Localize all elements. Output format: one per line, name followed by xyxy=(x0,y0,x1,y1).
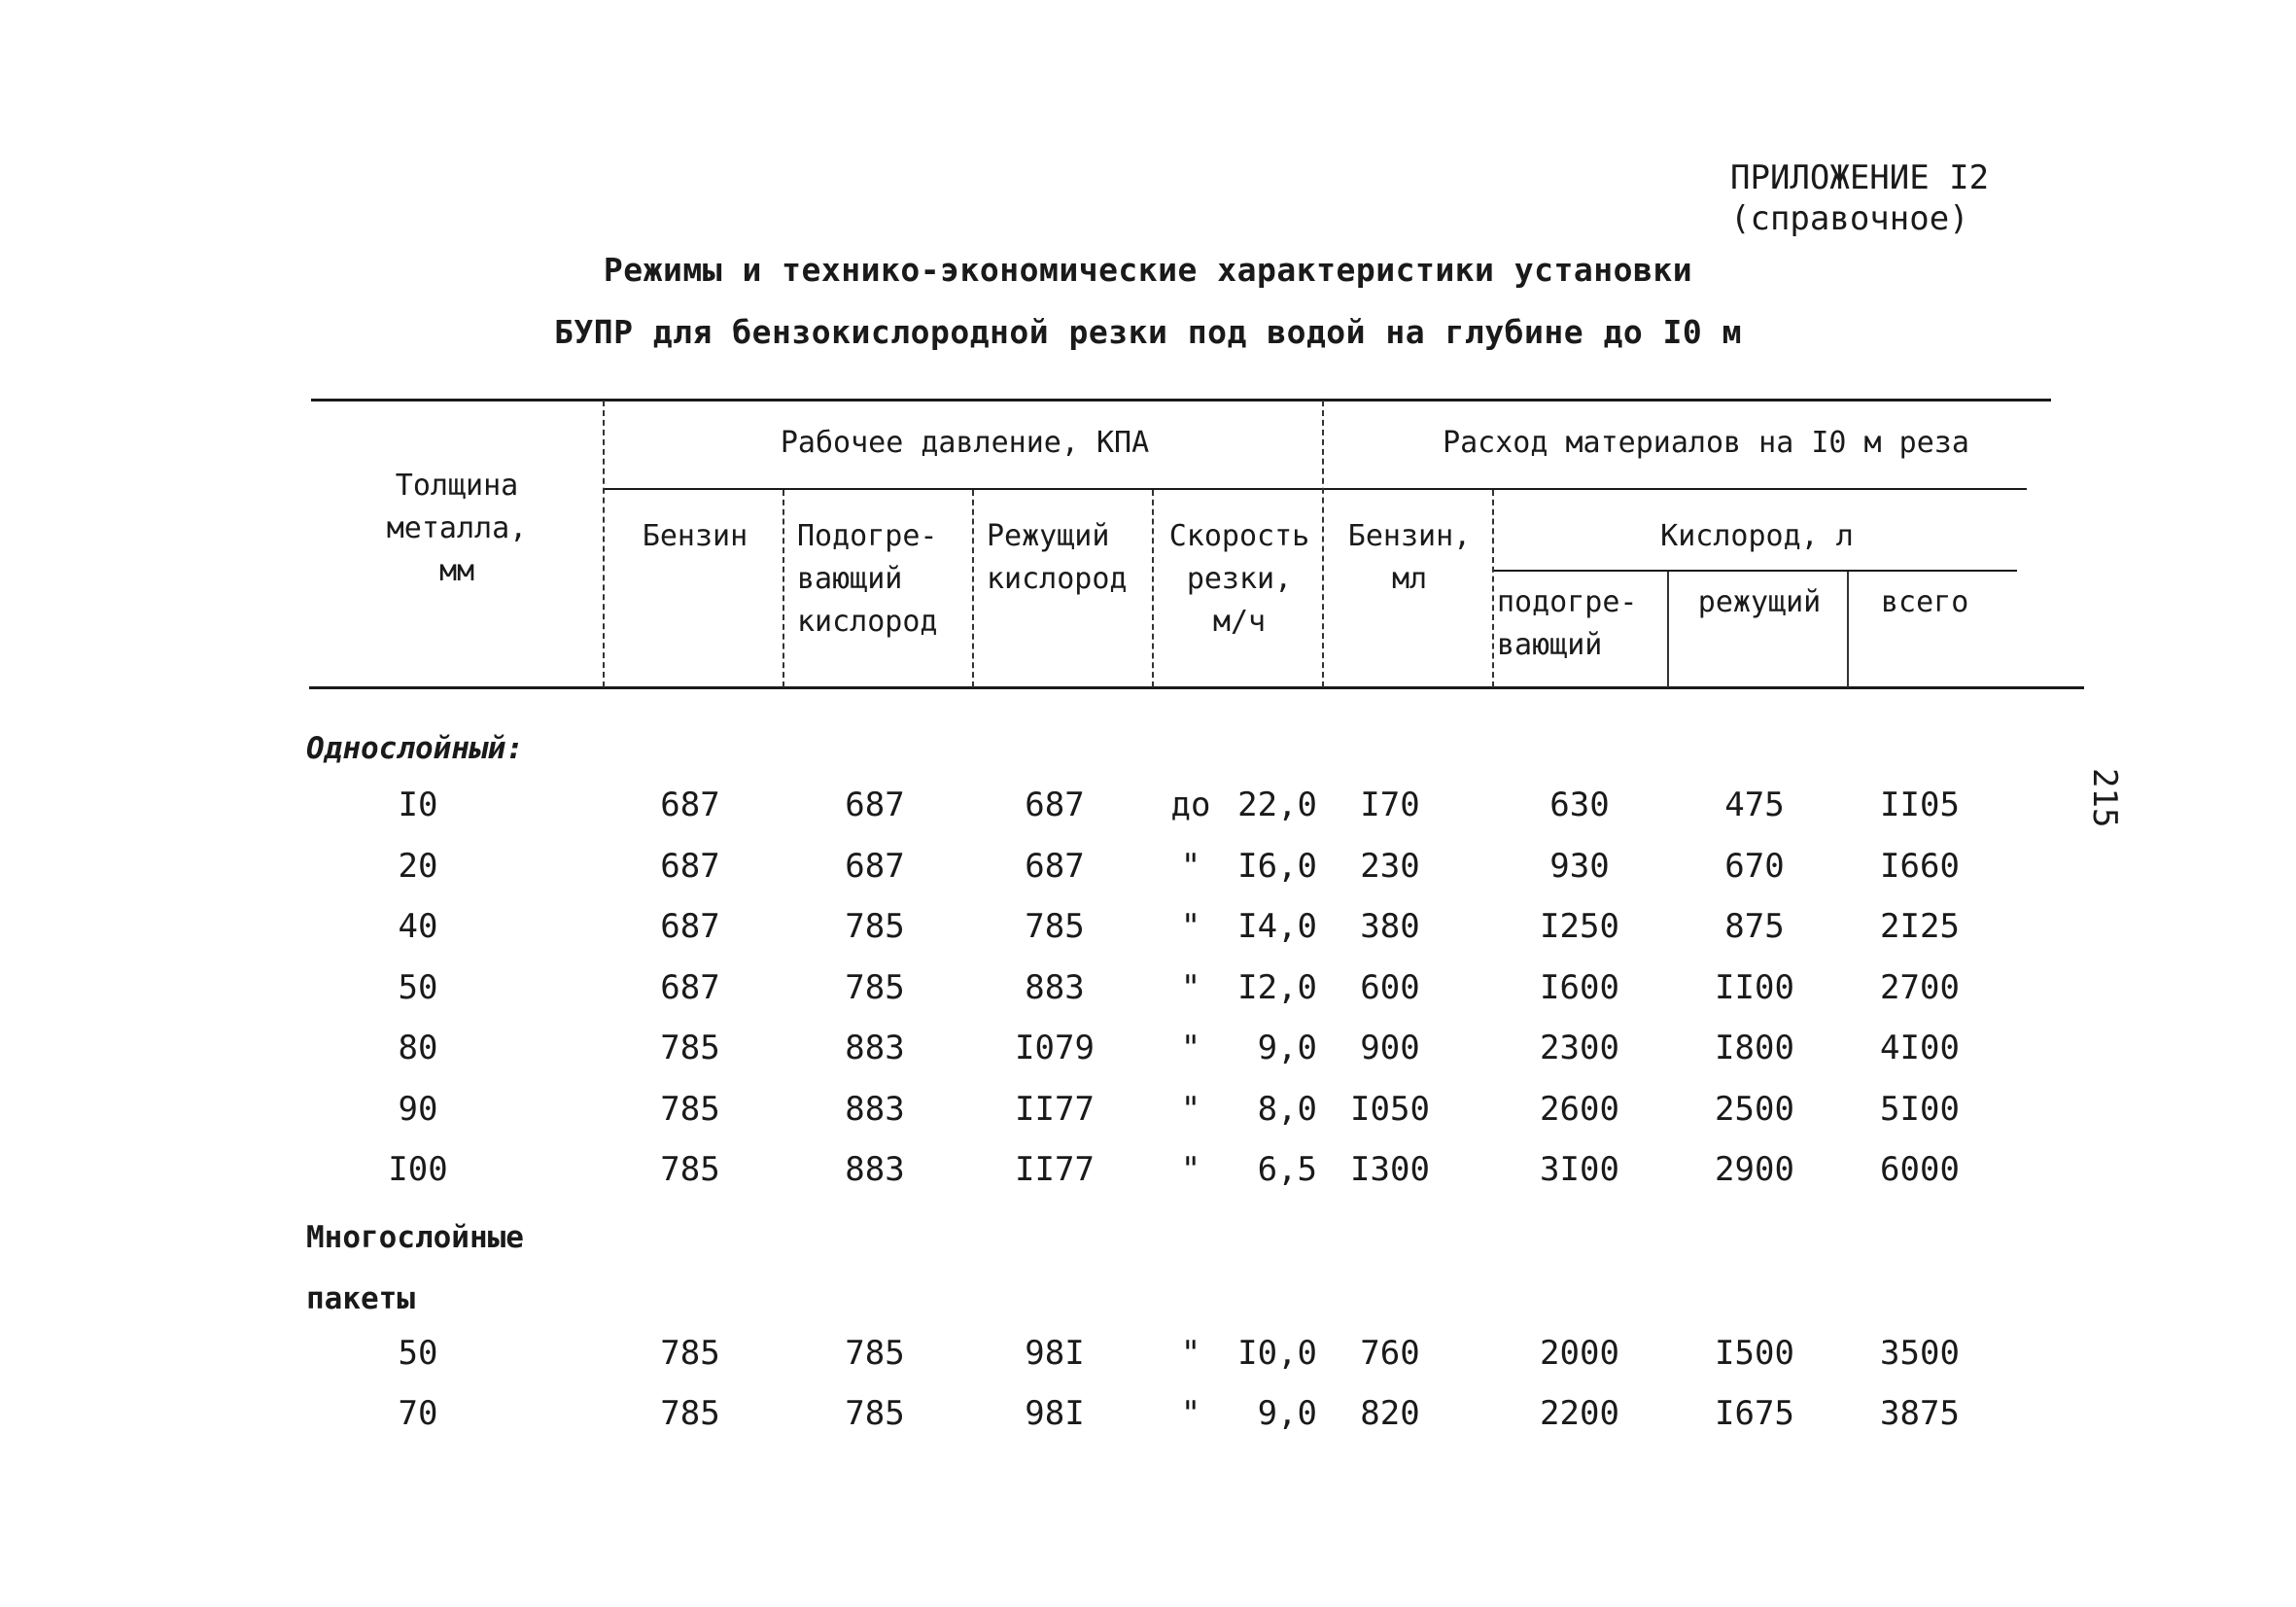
header-petrol-ml: Бензин, мл xyxy=(1347,519,1472,596)
cell-o-total: 3500 xyxy=(1880,1334,1960,1373)
cell-o-total: 4I00 xyxy=(1880,1029,1960,1067)
table-top-rule xyxy=(311,399,2051,402)
cell-speed-prefix: " xyxy=(1180,846,1201,886)
cell-o-cut: 475 xyxy=(1724,786,1785,824)
cell-c-petrol: I70 xyxy=(1360,786,1420,824)
table-row xyxy=(0,907,2296,965)
cell-speed: I2,0 xyxy=(1237,967,1317,1007)
cell-p-preheat: 883 xyxy=(845,1029,905,1067)
cell-o-preheat: 630 xyxy=(1549,786,1610,824)
cell-c-petrol: 380 xyxy=(1360,907,1420,946)
header-oxygen-total: всего xyxy=(1881,585,1969,619)
header-oxygen-preheat: подогре- вающий xyxy=(1497,585,1638,662)
cell-o-cut: 2900 xyxy=(1715,1150,1794,1189)
cell-o-cut: I800 xyxy=(1715,1029,1794,1067)
cell-p-petrol: 687 xyxy=(660,846,720,886)
cell-speed: I0,0 xyxy=(1237,1334,1317,1373)
cell-speed-prefix: " xyxy=(1180,1089,1201,1129)
cell-speed: 9,0 xyxy=(1257,1029,1317,1067)
cell-p-cut: 98I xyxy=(1025,1394,1085,1433)
cell-o-preheat: 2300 xyxy=(1540,1029,1619,1067)
cell-speed-prefix: " xyxy=(1180,1334,1201,1373)
cell-c-petrol: 900 xyxy=(1360,1029,1420,1067)
cell-t: 40 xyxy=(398,907,438,946)
header-rule-1 xyxy=(603,488,2027,490)
header-petrol: Бензин xyxy=(642,519,748,553)
cell-speed: 6,5 xyxy=(1257,1150,1317,1189)
header-working-pressure: Рабочее давление, КПА xyxy=(780,426,1150,460)
cell-p-petrol: 687 xyxy=(660,786,720,824)
cell-o-total: 3875 xyxy=(1880,1394,1960,1433)
table-row xyxy=(0,968,2296,1027)
document-title-line2: БУПР для бензокислородной резки под водой на глубине до I0 м xyxy=(553,313,1743,351)
appendix-title: ПРИЛОЖЕНИЕ I2 xyxy=(1730,158,1990,197)
section-label-single: Однослойный: xyxy=(306,731,524,766)
cell-p-preheat: 785 xyxy=(845,907,905,946)
cell-speed: 8,0 xyxy=(1257,1089,1317,1129)
document-title-line1: Режимы и технико-экономические характеристики установки xyxy=(603,251,1693,289)
appendix-note: (справочное) xyxy=(1730,199,1969,238)
cell-p-preheat: 785 xyxy=(845,1394,905,1433)
cell-p-preheat: 883 xyxy=(845,1150,905,1189)
cell-o-cut: 2500 xyxy=(1715,1089,1794,1129)
col-divider-petrol-ml xyxy=(1492,490,1494,687)
cell-o-cut: I675 xyxy=(1715,1394,1794,1433)
cell-p-preheat: 687 xyxy=(845,846,905,886)
cell-speed-prefix: " xyxy=(1180,967,1201,1007)
table-row xyxy=(0,847,2296,905)
cell-p-petrol: 785 xyxy=(660,1029,720,1067)
cell-p-cut: 687 xyxy=(1025,786,1085,824)
cell-o-cut: II00 xyxy=(1715,967,1794,1007)
cell-o-cut: 875 xyxy=(1724,907,1785,946)
cell-o-cut: I500 xyxy=(1715,1334,1794,1373)
cell-t: I00 xyxy=(388,1150,448,1189)
cell-p-petrol: 687 xyxy=(660,967,720,1007)
cell-o-total: II05 xyxy=(1880,786,1960,824)
cell-speed-prefix: " xyxy=(1180,1029,1201,1067)
cell-t: 50 xyxy=(398,967,438,1007)
cell-p-cut: I079 xyxy=(1015,1029,1095,1067)
section-label-multi-2: пакеты xyxy=(306,1281,415,1316)
cell-c-petrol: 230 xyxy=(1360,846,1420,886)
cell-p-cut: 883 xyxy=(1025,967,1085,1007)
cell-speed-prefix: " xyxy=(1180,1394,1201,1433)
cell-p-preheat: 687 xyxy=(845,786,905,824)
table-row xyxy=(0,1334,2296,1392)
section-label-multi: Многослойные xyxy=(306,1220,524,1255)
cell-speed: I6,0 xyxy=(1237,846,1317,886)
cell-o-preheat: 2200 xyxy=(1540,1394,1619,1433)
cell-o-preheat: 3I00 xyxy=(1540,1150,1619,1189)
header-cutting-speed: Скорость резки, м/ч xyxy=(1168,519,1310,639)
cell-t: 90 xyxy=(398,1089,438,1129)
col-divider-o-cut xyxy=(1847,572,1849,687)
cell-p-preheat: 785 xyxy=(845,967,905,1007)
table-row xyxy=(0,786,2296,844)
col-divider-petrol xyxy=(783,490,784,687)
header-consumption: Расход материалов на I0 м реза xyxy=(1443,426,1969,460)
cell-o-preheat: 2000 xyxy=(1540,1334,1619,1373)
cell-o-total: 6000 xyxy=(1880,1150,1960,1189)
cell-p-preheat: 785 xyxy=(845,1334,905,1373)
cell-p-cut: II77 xyxy=(1015,1089,1095,1129)
cell-t: I0 xyxy=(398,786,438,824)
cell-p-petrol: 785 xyxy=(660,1150,720,1189)
col-divider-preheat xyxy=(972,490,974,687)
col-divider-speed xyxy=(1322,401,1324,687)
table-header-bottom-rule xyxy=(309,686,2084,689)
cell-speed: 9,0 xyxy=(1257,1394,1317,1433)
cell-o-total: 5I00 xyxy=(1880,1089,1960,1129)
col-divider-thickness xyxy=(603,401,605,687)
cell-o-preheat: I250 xyxy=(1540,907,1619,946)
cell-c-petrol: I050 xyxy=(1350,1089,1430,1129)
cell-speed-prefix: до xyxy=(1170,786,1211,824)
cell-c-petrol: 760 xyxy=(1360,1334,1420,1373)
cell-o-total: 2I25 xyxy=(1880,907,1960,946)
cell-p-cut: 785 xyxy=(1025,907,1085,946)
cell-c-petrol: 820 xyxy=(1360,1394,1420,1433)
cell-speed-prefix: " xyxy=(1180,907,1201,946)
table-row xyxy=(0,1150,2296,1208)
header-preheat-oxygen: Подогре- вающий кислород xyxy=(797,519,938,639)
cell-t: 20 xyxy=(398,846,438,886)
cell-t: 50 xyxy=(398,1334,438,1373)
cell-p-petrol: 785 xyxy=(660,1089,720,1129)
cell-speed-prefix: " xyxy=(1180,1150,1201,1189)
col-divider-o-preheat xyxy=(1667,572,1669,687)
cell-speed: I4,0 xyxy=(1237,907,1317,946)
cell-o-preheat: 930 xyxy=(1549,846,1610,886)
cell-p-petrol: 687 xyxy=(660,907,720,946)
header-rule-2 xyxy=(1492,570,2017,572)
cell-p-cut: 98I xyxy=(1025,1334,1085,1373)
cell-o-total: I660 xyxy=(1880,846,1960,886)
table-row xyxy=(0,1394,2296,1452)
header-oxygen-cutting: режущий xyxy=(1697,585,1822,619)
cell-speed: 22,0 xyxy=(1237,786,1317,824)
table-row xyxy=(0,1029,2296,1087)
page-number: 215 xyxy=(2085,768,2124,828)
cell-o-total: 2700 xyxy=(1880,967,1960,1007)
header-oxygen-l: Кислород, л xyxy=(1660,519,1854,553)
header-thickness: Толщина металла, мм xyxy=(386,469,528,588)
header-cutting-oxygen: Режущий кислород xyxy=(987,519,1128,596)
cell-t: 80 xyxy=(398,1029,438,1067)
cell-o-preheat: 2600 xyxy=(1540,1089,1619,1129)
cell-p-petrol: 785 xyxy=(660,1394,720,1433)
table-row xyxy=(0,1090,2296,1148)
cell-c-petrol: I300 xyxy=(1350,1150,1430,1189)
cell-t: 70 xyxy=(398,1394,438,1433)
cell-p-preheat: 883 xyxy=(845,1089,905,1129)
appendix-label xyxy=(1730,157,1989,239)
cell-p-cut: II77 xyxy=(1015,1150,1095,1189)
cell-o-cut: 670 xyxy=(1724,846,1785,886)
cell-p-cut: 687 xyxy=(1025,846,1085,886)
col-divider-cutting xyxy=(1152,490,1154,687)
cell-p-petrol: 785 xyxy=(660,1334,720,1373)
cell-o-preheat: I600 xyxy=(1540,967,1619,1007)
cell-c-petrol: 600 xyxy=(1360,967,1420,1007)
